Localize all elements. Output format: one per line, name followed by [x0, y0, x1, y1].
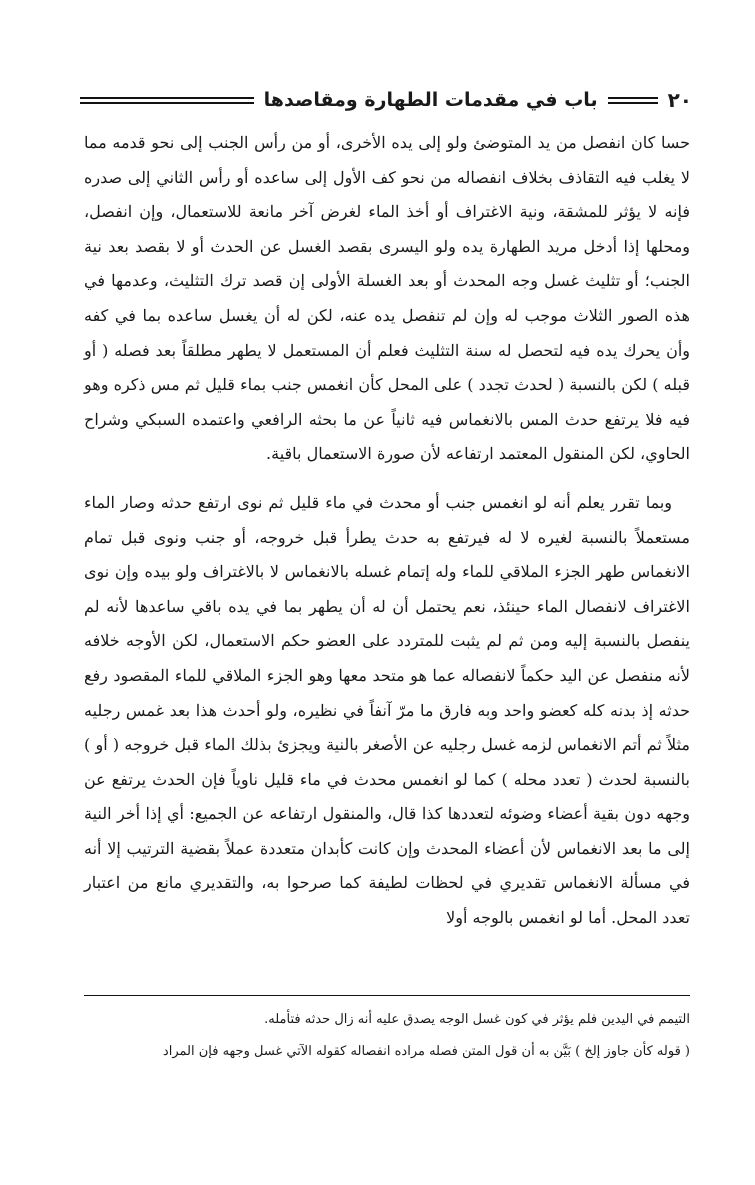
- footnote-line-1: التيمم في اليدين فلم يؤثر في كون غسل الوجه يصدق عليه أنه زال حدثه فتأمله.: [264, 1012, 690, 1027]
- header-rule-short: [608, 97, 658, 104]
- page-number: ٢٠: [667, 88, 692, 112]
- paragraph-1: حسا كان انفصل من يد المتوضئ ولو إلى يده الأخرى، أو من رأس الجنب إلى نحو قدمه مما لا يغلب فيه التقاذف بخلاف انفصاله من نحو كف الأول إلى ساعده أو رأس الثاني إلى صدره فإنه لا يؤثر للمشقة، ونية الاغتراف أو أخذ الماء لغرض آخر مانعة للاستعمال، وإن انفصل، ومحلها إذا أدخل مريد الطهارة يده ولو اليسرى بقصد الغسل عن الحدث أو لا بقصد بعد نية الجنب؛ أو تثليث غسل وجه المحدث أو بعد الغسلة الأولى إن قصد ترك التثليث، وعدمها في هذه الصور الثلاث موجب له وإن لم تنفصل يده عنه، لكن له أن يغسل ساعده بما في كفه وأن يحرك يده فيه لتحصل له سنة التثليث فعلم أن المستعمل لا يطهر مطلقاً بعد فصله ( أو قبله ) لكن بالنسبة ( لحدث تجدد ) على المحل كأن انغمس جنب بماء قليل ثم مس ذكره وهو فيه فلا يرتفع حدث المس بالانغماس فيه ثانياً عن ما بحثه الرافعي واعتمده السبكي وشراح الحاوي، لكن المنقول المعتمد ارتفاعه لأن صورة الاستعمال باقية.: [84, 133, 691, 464]
- footnote-divider: [84, 995, 690, 996]
- footnote-line-2: ( قوله كأن جاوز إلخ ) بَيَّن به أن قول المتن فصله مراده انفصاله كقوله الآتي غسل وجهه فإن المراد: [162, 1044, 690, 1059]
- page-header: [80, 82, 692, 118]
- running-title: باب في مقدمات الطهارة ومقاصدها: [263, 89, 598, 111]
- header-rule-long: [80, 97, 254, 104]
- footnotes: [84, 1008, 690, 1072]
- paragraph-2: وبما تقرر يعلم أنه لو انغمس جنب أو محدث في ماء قليل ثم نوى ارتفع حدثه وصار الماء مستعملاً بالنسبة لغيره لا له فيرتفع به حدث يطرأ قبل خروجه، أو جنب ونوى قبل تمام الانغماس طهر الجزء الملاقي للماء وله إتمام غسله بالانغماس لا بالاغتراف ولو بيده وإن نوى الاغتراف لانفصال الماء حينئذ، نعم يحتمل أن له أن يطهر بما في يده باقي ساعدها لأنه لم ينفصل بالنسبة إليه ومن ثم لم يثبت للمتردد على العضو حكم الاستعمال، لكن الأوجه خلافه لأنه منفصل عن اليد حكماً لانفصاله عما هو متحد معها وهو الجزء الملاقي للماء المقصود رفع حدثه إذ بدنه كله كعضو واحد وبه فارق ما مرّ آنفاً في نظيره، ولو أحدث هذا بعد غمس رجليه مثلاً ثم أتم الانغماس لزمه غسل رجليه عن الأصغر بالنية ويجزئ بذلك الماء قبل خروجه ( أو ) بالنسبة لحدث ( تعدد محله ) كما لو انغمس محدث في ماء قليل ناوياً فإن الحدث يرتفع عن وجهه دون بقية أعضاء وضوئه لتعددها كذا قال، والمنقول ارتفاعه عن الجميع: أي إذا أخر النية إلى ما بعد الانغماس لأن أعضاء المحدث وإن كانت كأبدان متعددة عملاً بقضية الترتيب إلا أنه في مسألة الانغماس تقديري في لحظات لطيفة كما صرحوا به، والتقديري مانع من اعتبار تعدد المحل. أما لو انغمس بالوجه أولا: [84, 492, 691, 928]
- main-text: [84, 126, 690, 936]
